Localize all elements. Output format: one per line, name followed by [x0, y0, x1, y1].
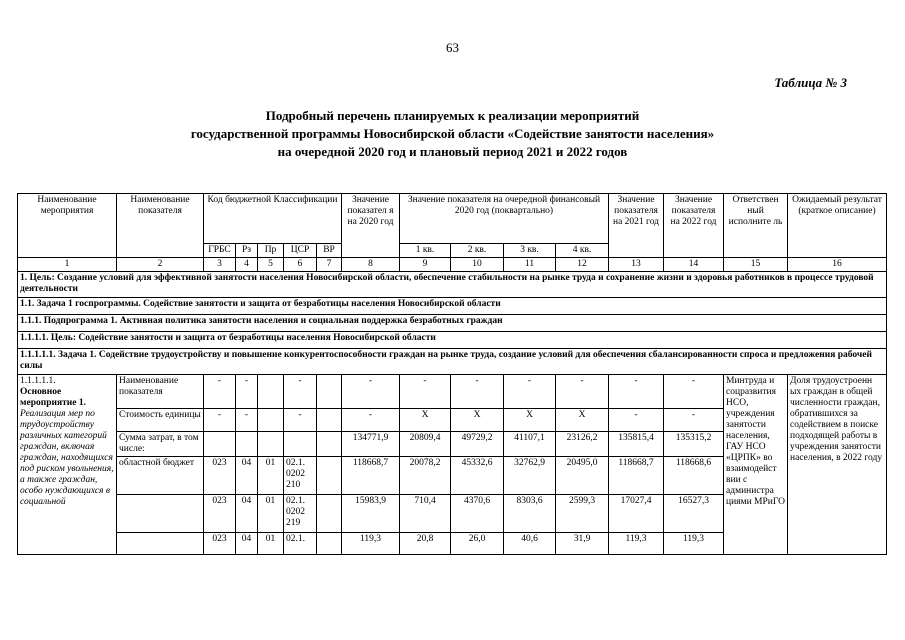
- indicator-name: Сумма затрат, в том числе:: [117, 432, 204, 457]
- q3-cell: -: [504, 375, 556, 409]
- value-2021-cell: 118668,7: [609, 457, 664, 495]
- title-line-3: на очередной 2020 год и плановый период 2021 и 2022 годов: [277, 144, 628, 159]
- pr-cell: 01: [258, 495, 284, 533]
- rz-cell: 04: [236, 495, 258, 533]
- q1-cell: 710,4: [400, 495, 451, 533]
- value-2022-cell: -: [664, 409, 724, 432]
- indicator-name: [117, 533, 204, 555]
- q4-cell: 2599,3: [556, 495, 609, 533]
- header-responsible: Ответствен ный исполните ль: [724, 194, 788, 258]
- measures-table: [17, 193, 887, 555]
- value-2022-cell: 16527,3: [664, 495, 724, 533]
- q1-cell: X: [400, 409, 451, 432]
- rz-cell: 04: [236, 533, 258, 555]
- section-subprogram: 1.1.1. Подпрограмма 1. Активная политика занятости населения и социальная поддержка безработных граждан: [18, 315, 887, 332]
- rz-cell: [236, 432, 258, 457]
- section-row: [18, 272, 887, 298]
- value-2020-cell: 15983,9: [342, 495, 400, 533]
- q4-cell: 31,9: [556, 533, 609, 555]
- indicator-name: областной бюджет: [117, 457, 204, 495]
- csr-cell: -: [284, 375, 317, 409]
- header-value-2021: Значение показателя на 2021 год: [609, 194, 664, 258]
- value-2021-cell: -: [609, 375, 664, 409]
- csr-cell: -: [284, 409, 317, 432]
- col-number: 13: [609, 258, 664, 272]
- col-number: 6: [284, 258, 317, 272]
- pr-cell: 01: [258, 533, 284, 555]
- header-indicator-name: Наименование показателя: [117, 194, 204, 258]
- csr-cell: 02.1. 0202 219: [284, 495, 317, 533]
- header-rz: Рз: [236, 244, 258, 258]
- measure-cell: [18, 375, 117, 555]
- q2-cell: 45332,6: [451, 457, 504, 495]
- q1-cell: 20,8: [400, 533, 451, 555]
- header-quarterly: Значение показателя на очередной финансовый 2020 год (поквартально): [400, 194, 609, 244]
- grbs-cell: 023: [204, 457, 236, 495]
- csr-cell: 02.1.: [284, 533, 317, 555]
- pr-cell: [258, 375, 284, 409]
- rz-cell: 04: [236, 457, 258, 495]
- section-row: [18, 349, 887, 375]
- value-2022-cell: 135315,2: [664, 432, 724, 457]
- col-number: 3: [204, 258, 236, 272]
- section-subgoal: 1.1.1.1. Цель: Содействие занятости и защита от безработицы населения Новосибирской области: [18, 332, 887, 349]
- value-2020-cell: 134771,9: [342, 432, 400, 457]
- header-csr: ЦСР: [284, 244, 317, 258]
- value-2020-cell: 119,3: [342, 533, 400, 555]
- value-2022-cell: -: [664, 375, 724, 409]
- section-goal: 1. Цель: Создание условий для эффективной занятости населения Новосибирской области, обеспечение стабильности на рынке труда и сохранение жизни и здоровья работников в процессе трудовой деятельности: [18, 272, 887, 298]
- grbs-cell: -: [204, 375, 236, 409]
- q4-cell: X: [556, 409, 609, 432]
- q4-cell: 23126,2: [556, 432, 609, 457]
- q2-cell: 49729,2: [451, 432, 504, 457]
- q1-cell: -: [400, 375, 451, 409]
- grbs-cell: 023: [204, 533, 236, 555]
- section-row: [18, 332, 887, 349]
- vr-cell: [317, 375, 342, 409]
- vr-cell: [317, 409, 342, 432]
- col-number: 14: [664, 258, 724, 272]
- header-row: [18, 194, 887, 244]
- q2-cell: X: [451, 409, 504, 432]
- header-measure-name: Наименование мероприятия: [18, 194, 117, 258]
- value-2020-cell: -: [342, 409, 400, 432]
- section-row: [18, 298, 887, 315]
- page-number: 63: [446, 40, 459, 55]
- q2-cell: 26,0: [451, 533, 504, 555]
- value-2022-cell: 119,3: [664, 533, 724, 555]
- q2-cell: -: [451, 375, 504, 409]
- vr-cell: [317, 495, 342, 533]
- col-number: 5: [258, 258, 284, 272]
- expected-result-cell: Доля трудоустроенн ых граждан в общей численности граждан, обратившихся за содействием в поиске подходящей работы в учреждения занятости населения, в 2022 году: [788, 375, 887, 555]
- col-number: 1: [18, 258, 117, 272]
- header-grbs: ГРБС: [204, 244, 236, 258]
- grbs-cell: [204, 432, 236, 457]
- grbs-cell: 023: [204, 495, 236, 533]
- pr-cell: 01: [258, 457, 284, 495]
- title-line-2: государственной программы Новосибирской области «Содействие занятости населения»: [190, 126, 715, 141]
- value-2020-cell: 118668,7: [342, 457, 400, 495]
- value-2022-cell: 118668,6: [664, 457, 724, 495]
- header-value-2020: Значение показател я на 2020 год: [342, 194, 400, 258]
- pr-cell: [258, 409, 284, 432]
- value-2021-cell: -: [609, 409, 664, 432]
- q3-cell: 8303,6: [504, 495, 556, 533]
- q4-cell: -: [556, 375, 609, 409]
- value-2021-cell: 135815,4: [609, 432, 664, 457]
- header-q2: 2 кв.: [451, 244, 504, 258]
- q1-cell: 20809,4: [400, 432, 451, 457]
- rz-cell: -: [236, 409, 258, 432]
- header-q3: 3 кв.: [504, 244, 556, 258]
- col-number: 9: [400, 258, 451, 272]
- measure-description: Реализация мер по трудоустройству различных категорий граждан, включая граждан, находящихся под риском увольнения, а также граждан, особо нуждающихся в социальной: [20, 409, 114, 507]
- q3-cell: 41107,1: [504, 432, 556, 457]
- header-q4: 4 кв.: [556, 244, 609, 258]
- col-number: 4: [236, 258, 258, 272]
- header-pr: Пр: [258, 244, 284, 258]
- indicator-name: [117, 495, 204, 533]
- rz-cell: -: [236, 375, 258, 409]
- vr-cell: [317, 432, 342, 457]
- responsible-cell: Минтруда и соцразвития НСО, учреждения занятости населения, ГАУ НСО «ЦРПК» во взаимодейст вии с администра циями МРиГО: [724, 375, 788, 555]
- q2-cell: 4370,6: [451, 495, 504, 533]
- document-title: [0, 107, 905, 161]
- table-label: Таблица № 3: [774, 75, 847, 90]
- q3-cell: 40,6: [504, 533, 556, 555]
- q4-cell: 20495,0: [556, 457, 609, 495]
- col-number: 15: [724, 258, 788, 272]
- section-row: [18, 315, 887, 332]
- column-numbers-row: [18, 258, 887, 272]
- col-number: 8: [342, 258, 400, 272]
- header-q1: 1 кв.: [400, 244, 451, 258]
- col-number: 11: [504, 258, 556, 272]
- header-budget-code: Код бюджетной Классификации: [204, 194, 342, 244]
- header-value-2022: Значение показателя на 2022 год: [664, 194, 724, 258]
- value-2020-cell: -: [342, 375, 400, 409]
- section-subtask: 1.1.1.1.1. Задача 1. Содействие трудоустройству и повышение конкурентоспособности граждан на рынке труда, создание условий для обеспечения сбалансированности спроса и предложения рабочей силы: [18, 349, 887, 375]
- vr-cell: [317, 533, 342, 555]
- csr-cell: 02.1. 0202 210: [284, 457, 317, 495]
- q3-cell: X: [504, 409, 556, 432]
- indicator-name: Стоимость единицы: [117, 409, 204, 432]
- col-number: 10: [451, 258, 504, 272]
- indicator-name: Наименование показателя: [117, 375, 204, 409]
- value-2021-cell: 17027,4: [609, 495, 664, 533]
- header-expected-result: Ожидаемый результат (краткое описание): [788, 194, 887, 258]
- grbs-cell: -: [204, 409, 236, 432]
- value-2021-cell: 119,3: [609, 533, 664, 555]
- section-task: 1.1. Задача 1 госпрограммы. Содействие занятости и защита от безработицы населения Новосибирской области: [18, 298, 887, 315]
- col-number: 7: [317, 258, 342, 272]
- measure-code: 1.1.1.1.1.: [20, 376, 56, 386]
- col-number: 16: [788, 258, 887, 272]
- table-row: [18, 375, 887, 409]
- title-line-1: Подробный перечень планируемых к реализации мероприятий: [265, 108, 640, 123]
- q1-cell: 20078,2: [400, 457, 451, 495]
- col-number: 12: [556, 258, 609, 272]
- csr-cell: [284, 432, 317, 457]
- measure-name: Основное мероприятие 1.: [20, 387, 86, 408]
- q3-cell: 32762,9: [504, 457, 556, 495]
- vr-cell: [317, 457, 342, 495]
- col-number: 2: [117, 258, 204, 272]
- pr-cell: [258, 432, 284, 457]
- header-vr: ВР: [317, 244, 342, 258]
